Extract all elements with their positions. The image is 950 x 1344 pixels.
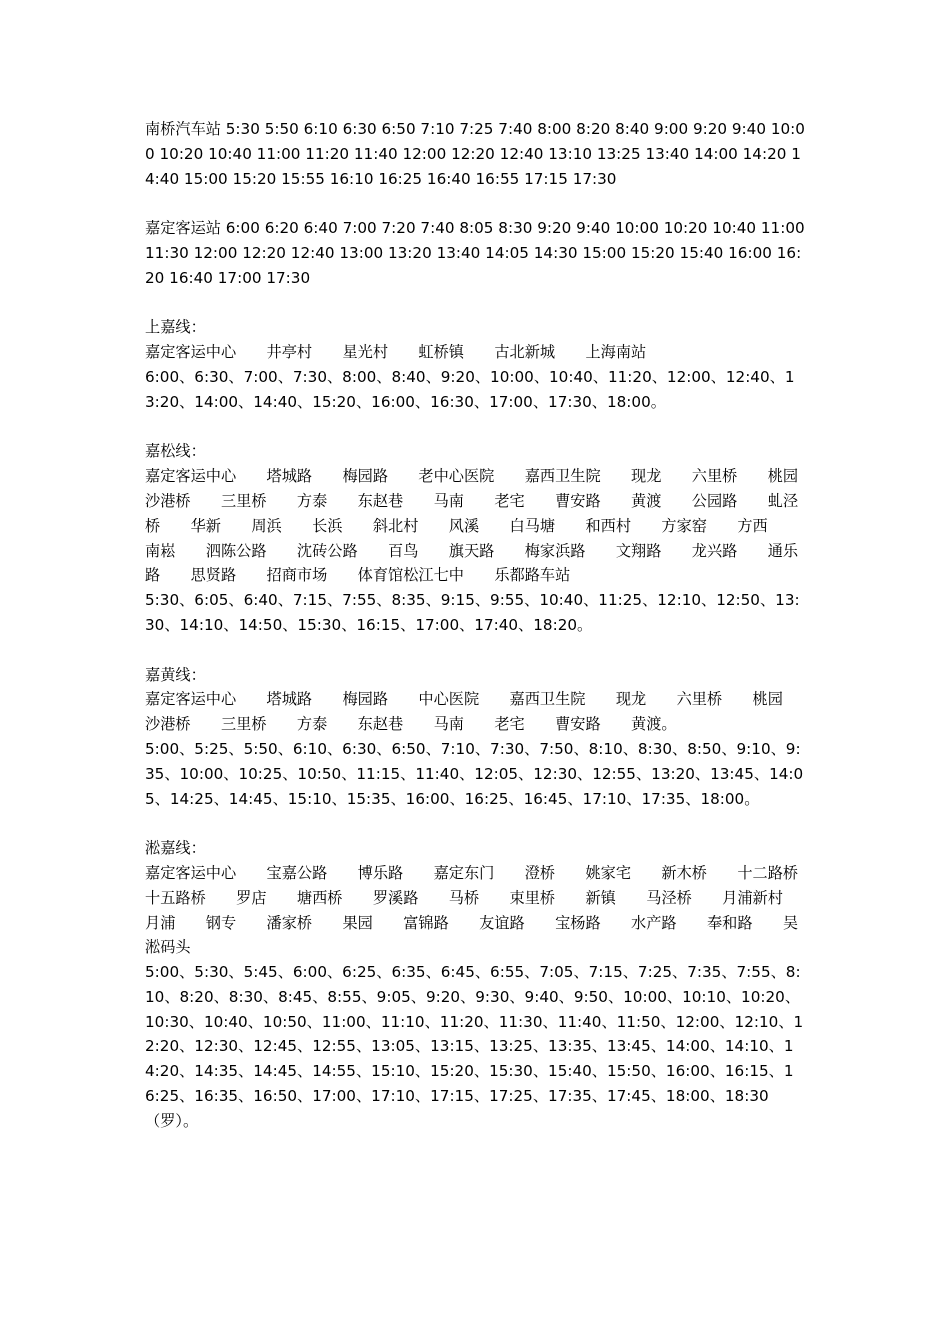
songjia-line: 淞嘉线： 嘉定客运中心 宝嘉公路 博乐路 嘉定东门 澄桥 姚家宅 新木桥 十二路桥 十五路桥 罗店 塘西桥 罗溪路 马桥 束里桥 新镇 马泾桥 月浦新村 月浦 钢专 潘家桥 果园 富锦路 友谊路 宝杨路 水产路 奉和路 吴淞码头 5:00、5:30、5:45、6:00、6:25、6:35、6:45、6:55、7:05、7:15、7:25、7:35、7:55、8:10、8:20、8:30、8:45、8:55、9:05、9:20、9:30、9:40、9:50、10:00、10:10、10:20、10:30、10:40、10:50、11:00、11:10、11:20、11:30、11:40、11:50、12:00、12:10、12:20、12:30、12:45、12:55、13:05、13:15、13:25、13:35、13:45、14:00、14:10、14:20、14:35、14:45、14:55、15:10、15:20、15:30、15:40、15:50、16:00、16:15、16:25、16:35、16:50、17:00、17:10、17:15、17:25、17:35、17:45、18:00、18:30（罗）。 — [145, 839, 804, 1130]
paragraph-gap — [145, 415, 807, 440]
paragraph-gap — [145, 638, 807, 663]
jiasong-line: 嘉松线： 嘉定客运中心 塔城路 梅园路 老中心医院 嘉西卫生院 现龙 六里桥 桃园 沙港桥 三里桥 方泰 东赵巷 马南 老宅 曹安路 黄渡 公园路 虬泾桥 华新 周浜 长浜 斜北村 风溪 白马塘 和西村 方家窑 方西 南崧 泗陈公路 沈砖公路 百鸟 旗天路 梅家浜路 文翔路 龙兴路 通乐路 思贤路 招商市场 体育馆松江七中 乐都路车站 5:30、6:05、6:40、7:15、7:55、8:35、9:15、9:55、10:40、11:25、12:10、12:50、13:30、14:10、14:50、15:30、16:15、17:00、17:40、18:20。 — [145, 442, 800, 634]
shangjia-line: 上嘉线： 嘉定客运中心 井亭村 星光村 虹桥镇 古北新城 上海南站 6:00、6:30、7:00、7:30、8:00、8:40、9:20、10:00、10:40、11:20、12:00、12:40、13:20、14:00、14:40、15:20、16:00、16:30、17:00、17:30、18:00。 — [145, 318, 795, 411]
document-page — [145, 117, 810, 1134]
paragraph-gap — [145, 191, 807, 216]
paragraph-gap — [145, 291, 807, 316]
jiahuang-line: 嘉黄线： 嘉定客运中心 塔城路 梅园路 中心医院 嘉西卫生院 现龙 六里桥 桃园 沙港桥 三里桥 方泰 东赵巷 马南 老宅 曹安路 黄渡。 5:00、5:25、5:50、6:10、6:30、6:50、7:10、7:30、7:50、8:10、8:30、8:50、9:10、9:35、10:00、10:25、10:50、11:15、11:40、12:05、12:30、12:55、13:20、13:45、14:05、14:25、14:45、15:10、15:35、16:00、16:25、16:45、17:10、17:35、18:00。 — [145, 665, 804, 808]
jiading-bus-schedule: 嘉定客运站 6:00 6:20 6:40 7:00 7:20 7:40 8:05 8:30 9:20 9:40 10:00 10:20 10:40 11:00 11:30 12:00 12:20 12:40 13:00 13:20 13:40 14:05 14:30 15:00 15:20 15:40 16:00 16:20 16:40 17:00 17:30 — [145, 219, 810, 287]
nanqiao-bus-schedule: 南桥汽车站 5:30 5:50 6:10 6:30 6:50 7:10 7:25 7:40 8:00 8:20 8:40 9:00 9:20 9:40 10:00 10:20 10:40 11:00 11:20 11:40 12:00 12:20 12:40 13:10 13:25 13:40 14:00 14:20 14:40 15:00 15:20 15:55 16:10 16:25 16:40 16:55 17:15 17:30 — [145, 120, 805, 188]
paragraph-gap — [145, 811, 807, 836]
